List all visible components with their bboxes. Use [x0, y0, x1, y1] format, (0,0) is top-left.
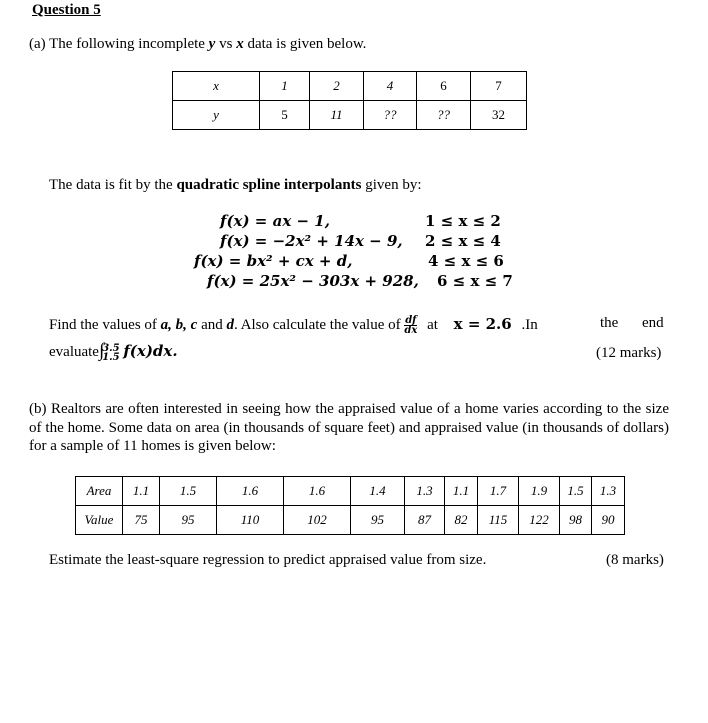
evaluate-integral	[49, 340, 178, 362]
table-cell: ??	[364, 101, 417, 130]
fit-bold: quadratic spline interpolants	[176, 177, 362, 193]
xy-data-table	[172, 71, 527, 130]
table-cell: 5	[260, 101, 310, 130]
the-word: the	[600, 315, 619, 331]
find-vars: a, b, c	[160, 317, 198, 333]
table-cell: Value	[76, 506, 123, 535]
at-value: x = 2.6	[453, 315, 512, 333]
table-cell: 7	[471, 72, 527, 101]
table-cell: 95	[160, 506, 217, 535]
integral-limits	[102, 344, 119, 362]
fit-prefix: The data is fit by the	[49, 177, 177, 193]
table-cell: 1.1	[123, 477, 160, 506]
table-cell: 87	[405, 506, 445, 535]
table-cell: 1.6	[284, 477, 351, 506]
equation-2: f(x) = −2x² + 14x − 9,	[220, 232, 403, 250]
condition-4: 6 ≤ x ≤ 7	[437, 272, 513, 290]
fit-description	[49, 177, 422, 194]
find-mid: . Also calculate the value of	[234, 317, 405, 333]
marks-8: (8 marks)	[606, 552, 664, 568]
intro-suffix: data is given below.	[243, 36, 367, 52]
table-cell: 1.3	[405, 477, 445, 506]
table-cell: 122	[519, 506, 560, 535]
table-cell: 102	[284, 506, 351, 535]
find-and: and	[197, 317, 227, 333]
table-cell: 1.7	[478, 477, 519, 506]
find-d: d	[226, 317, 234, 333]
table-row-x	[173, 72, 527, 101]
fit-suffix: given by:	[361, 177, 422, 193]
table-cell: 1.5	[560, 477, 592, 506]
find-at: at	[423, 317, 442, 333]
equation-3: f(x) = bx² + cx + d,	[194, 252, 353, 270]
table-row-value	[76, 506, 625, 535]
part-b-text: (b) Realtors are often interested in seeing how the appraised value of a home varies according to the size of the home. Some data on area (in thousands of square feet) and appraised value (in thousands of dollars) for a sample of 11 homes is given below:	[29, 401, 669, 454]
table-cell: 1.9	[519, 477, 560, 506]
table-cell: 6	[417, 72, 471, 101]
table-cell: 11	[310, 101, 364, 130]
table-cell: 1.5	[160, 477, 217, 506]
table-row-area	[76, 477, 625, 506]
condition-3: 4 ≤ x ≤ 6	[428, 252, 504, 270]
find-values-text	[49, 315, 538, 335]
marks-12: (12 marks)	[596, 345, 662, 361]
part-a-intro	[29, 36, 366, 53]
table-cell: 75	[123, 506, 160, 535]
equation-1: f(x) = ax − 1,	[220, 212, 330, 230]
condition-2: 2 ≤ x ≤ 4	[425, 232, 501, 250]
derivative-fraction	[404, 316, 417, 335]
table-row-y	[173, 101, 527, 130]
table-cell: 2	[310, 72, 364, 101]
find-prefix: Find the values of	[49, 317, 161, 333]
estimate-text: Estimate the least-square regression to predict appraised value from size.	[49, 552, 487, 568]
table-cell: y	[173, 101, 260, 130]
area-value-table	[75, 476, 625, 535]
equation-4: f(x) = 25x² − 303x + 928,	[207, 272, 419, 290]
end-word: end	[642, 315, 664, 331]
table-cell: Area	[76, 477, 123, 506]
y-variable: y	[208, 36, 216, 52]
evaluate-text: evaluate	[49, 344, 99, 360]
table-cell: 1.6	[217, 477, 284, 506]
table-cell: ??	[417, 101, 471, 130]
integral-upper: 3.5	[102, 342, 120, 354]
table-cell: 98	[560, 506, 592, 535]
table-cell: 110	[217, 506, 284, 535]
condition-1: 1 ≤ x ≤ 2	[425, 212, 501, 230]
integrand: f(x)dx.	[123, 342, 178, 360]
table-cell: 32	[471, 101, 527, 130]
vs-text: vs	[215, 36, 237, 52]
integral-sign-icon: ∫	[98, 340, 105, 361]
find-in: .In	[517, 317, 538, 333]
table-cell: 1.1	[445, 477, 478, 506]
table-cell: 115	[478, 506, 519, 535]
table-cell: 1	[260, 72, 310, 101]
table-cell: 1.3	[592, 477, 625, 506]
derivative-denominator: dx	[404, 325, 418, 337]
question-title: Question 5	[32, 2, 101, 18]
table-cell: 95	[351, 506, 405, 535]
integral-lower: 1.5	[102, 351, 120, 363]
derivative-numerator: df	[405, 315, 417, 327]
x-variable: x	[236, 36, 244, 52]
table-cell: 4	[364, 72, 417, 101]
table-cell: 90	[592, 506, 625, 535]
table-cell: 82	[445, 506, 478, 535]
table-cell: 1.4	[351, 477, 405, 506]
intro-prefix: (a) The following incomplete	[29, 36, 209, 52]
table-cell: x	[173, 72, 260, 101]
